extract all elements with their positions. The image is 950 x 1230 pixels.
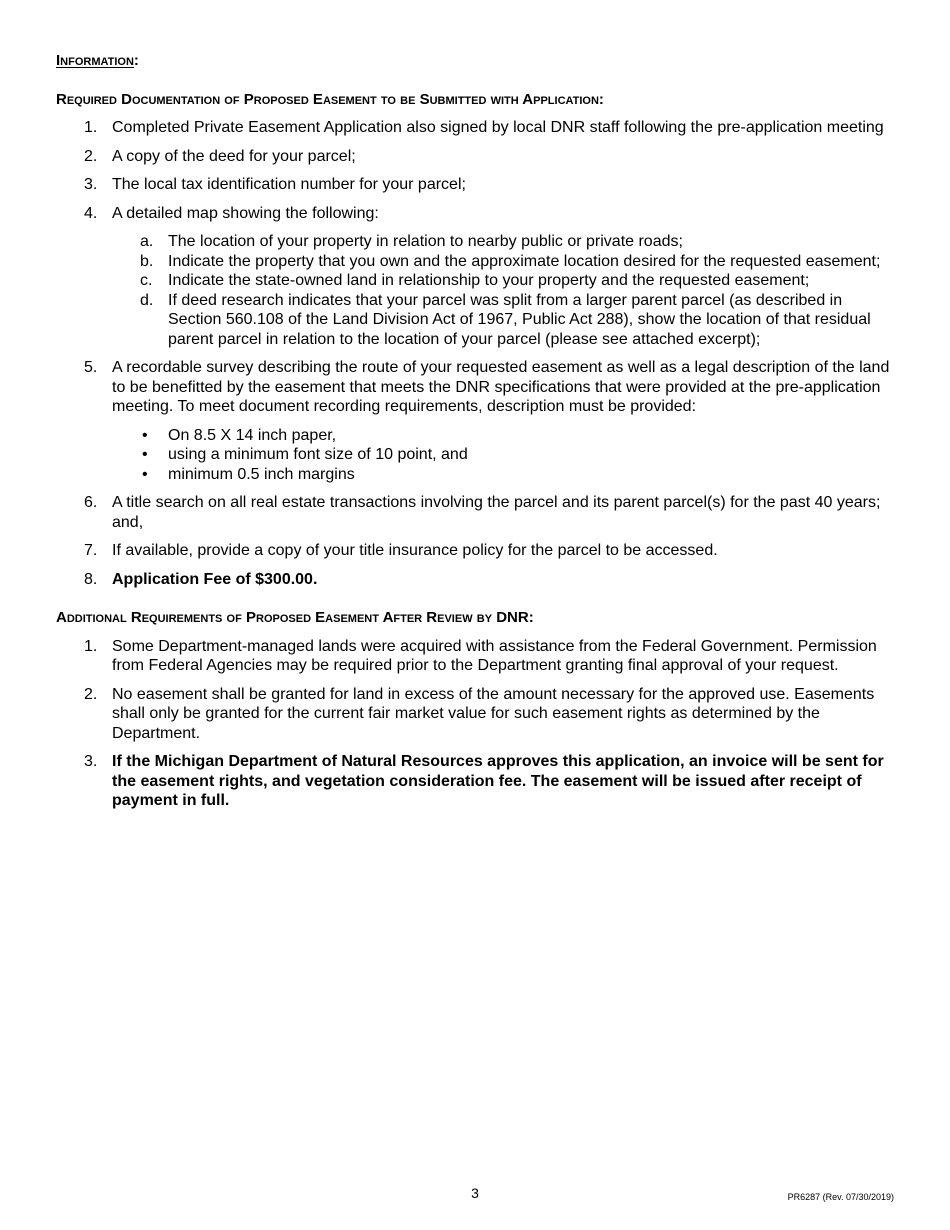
item-text: If available, provide a copy of your title insurance policy for the parcel to be accessed. xyxy=(112,542,718,559)
list-item xyxy=(56,685,892,744)
sub-item-letter: b. xyxy=(140,252,154,270)
item-number: 1. xyxy=(84,119,98,136)
list-item xyxy=(56,637,892,676)
bullet-icon: • xyxy=(142,426,148,444)
map-requirements-list xyxy=(112,232,892,349)
sub-list-item xyxy=(112,252,892,272)
approval-notice-text: If the Michigan Department of Natural Resources approves this application, an invoice will be sent for the easement rights, and vegetation consideration fee. The easement will be issued after receipt of payment in full. xyxy=(112,753,884,809)
sub-list-item xyxy=(112,232,892,252)
sub-item-text: Indicate the property that you own and the approximate location desired for the requested easement; xyxy=(168,252,881,270)
bullet-text: On 8.5 X 14 inch paper, xyxy=(168,426,337,444)
sub-item-letter: a. xyxy=(140,233,154,250)
item-text: The local tax identification number for your parcel; xyxy=(112,176,466,193)
list-item xyxy=(56,541,892,561)
sub-list-item xyxy=(112,291,892,350)
list-item xyxy=(56,752,892,811)
item-text: A copy of the deed for your parcel; xyxy=(112,147,356,165)
sub-item-text: The location of your property in relation to nearby public or private roads; xyxy=(168,233,683,250)
information-title xyxy=(56,51,892,71)
item-number: 6. xyxy=(84,494,98,511)
sub-item-text: If deed research indicates that your parcel was split from a larger parent parcel (as described in Section 560.108 of the Land Division Act of 1967, Public Act 288), show the location of that residual parent parcel in relation to the location of your parcel (please see attached excerpt); xyxy=(168,291,871,348)
list-item xyxy=(56,570,892,590)
sub-item-letter: c. xyxy=(140,272,153,289)
list-item xyxy=(56,147,892,167)
item-number: 8. xyxy=(84,570,98,588)
page-number: 3 xyxy=(471,1185,479,1201)
additional-requirements-heading: Additional Requirements of Proposed Easement After Review by DNR: xyxy=(56,609,534,626)
required-documentation-heading: Required Documentation of Proposed Easement to be Submitted with Application: xyxy=(56,90,604,108)
item-text: A detailed map showing the following: xyxy=(112,204,379,222)
item-number: 2. xyxy=(84,685,98,703)
item-number: 7. xyxy=(84,542,98,559)
bullet-icon: • xyxy=(142,446,148,463)
bullet-item xyxy=(112,465,892,485)
bullet-icon: • xyxy=(142,465,148,483)
item-text: A title search on all real estate transactions involving the parcel and its parent parcel(s) for the past 40 years; and, xyxy=(112,494,881,531)
information-heading: Information xyxy=(56,52,134,69)
document-page xyxy=(56,51,892,820)
survey-format-list xyxy=(112,426,892,485)
bullet-item xyxy=(112,426,892,446)
item-number: 3. xyxy=(84,753,98,770)
list-item xyxy=(56,118,892,138)
sub-list-item xyxy=(112,271,892,291)
application-fee-text: Application Fee of $300.00. xyxy=(112,570,318,588)
list-item xyxy=(56,493,892,532)
item-text: Completed Private Easement Application also signed by local DNR staff following the pre-application meeting xyxy=(112,119,884,136)
item-text: No easement shall be granted for land in excess of the amount necessary for the approved use. Easements shall only be granted for the current fair market value for such easement rights as determined by the Department. xyxy=(112,685,875,742)
item-number: 2. xyxy=(84,147,98,165)
item-number: 4. xyxy=(84,204,98,222)
list-item xyxy=(56,358,892,484)
item-number: 5. xyxy=(84,359,98,376)
item-text: A recordable survey describing the route of your requested easement as well as a legal description of the land to be benefitted by the easement that meets the DNR specifications that were provided at the pre-application meeting. To meet document recording requirements, description must be provided: xyxy=(112,359,890,415)
sub-item-text: Indicate the state-owned land in relationship to your property and the requested easement; xyxy=(168,272,810,289)
bullet-item xyxy=(112,445,892,465)
information-colon: : xyxy=(133,52,139,69)
item-number: 3. xyxy=(84,176,98,193)
sub-item-letter: d. xyxy=(140,291,154,309)
list-item xyxy=(56,204,892,350)
item-text: Some Department-managed lands were acquired with assistance from the Federal Government. Permission from Federal Agencies may be required prior to the Department granting final approval of your request. xyxy=(112,637,877,674)
bullet-text: minimum 0.5 inch margins xyxy=(168,465,355,483)
item-number: 1. xyxy=(84,637,98,655)
additional-requirements-list xyxy=(56,637,892,811)
bullet-text: using a minimum font size of 10 point, and xyxy=(168,446,468,463)
required-documentation-list xyxy=(56,118,892,589)
list-item xyxy=(56,175,892,195)
form-revision: PR6287 (Rev. 07/30/2019) xyxy=(787,1192,894,1202)
